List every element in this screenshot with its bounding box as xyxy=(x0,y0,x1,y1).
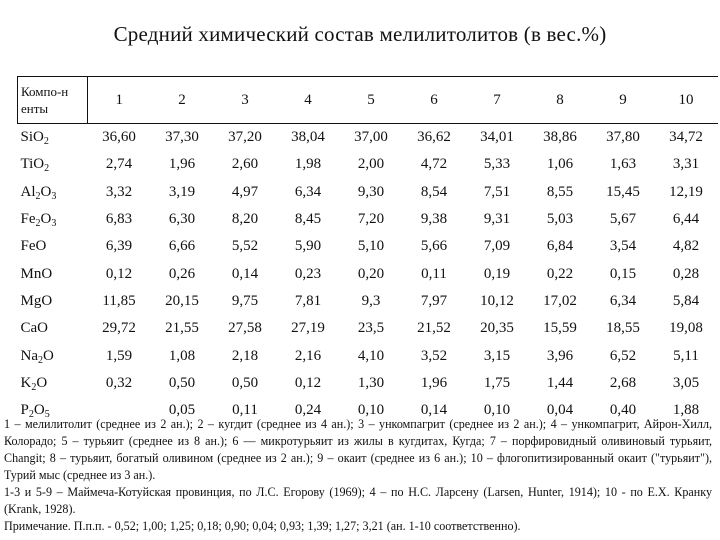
value-cell: 1,44 xyxy=(546,374,574,391)
column-header-9: 9 xyxy=(619,91,627,108)
value-cell: 0,24 xyxy=(294,402,322,419)
page-title: Средний химический состав мелилитолитов (в вес.%) xyxy=(113,22,607,46)
value-cell: 6,34 xyxy=(294,183,322,200)
oxide-label xyxy=(18,233,88,260)
value-cell: 29,72 xyxy=(102,320,136,337)
value-cell: 5,52 xyxy=(231,238,259,255)
oxide-symbol: SiO xyxy=(20,129,44,146)
oxide-subscript: 2 xyxy=(43,136,49,148)
value-cell: 27,19 xyxy=(291,320,325,337)
value-cell: 37,80 xyxy=(606,129,640,146)
table-row xyxy=(18,370,718,397)
value-cell: 3,19 xyxy=(168,183,196,200)
value-cell: 0,23 xyxy=(294,265,322,282)
value-cell: 10,12 xyxy=(480,292,514,309)
value-cell: 7,20 xyxy=(357,211,385,228)
value-cell: 0,28 xyxy=(672,265,700,282)
value-cell: 2,68 xyxy=(609,374,637,391)
oxide-subscript: 2 xyxy=(44,163,50,175)
value-cell: 5,11 xyxy=(673,347,699,364)
table-body xyxy=(18,124,718,425)
value-cell: 0,20 xyxy=(357,265,385,282)
value-cell: 34,72 xyxy=(669,129,703,146)
value-cell: 2,74 xyxy=(105,156,133,173)
value-cell: 37,30 xyxy=(165,129,199,146)
value-cell: 7,51 xyxy=(483,183,511,200)
value-cell: 37,20 xyxy=(228,129,262,146)
value-cell: 1,63 xyxy=(609,156,637,173)
value-cell: 27,58 xyxy=(228,320,262,337)
value-cell: 6,39 xyxy=(105,238,133,255)
value-cell: 1,96 xyxy=(420,374,448,391)
oxide-symbol: O xyxy=(40,211,52,228)
value-cell: 1,96 xyxy=(168,156,196,173)
value-cell: 12,19 xyxy=(669,183,703,200)
value-cell: 0,05 xyxy=(168,402,196,419)
value-cell: 20,15 xyxy=(165,292,199,309)
value-cell: 6,44 xyxy=(672,211,700,228)
oxide-label xyxy=(18,370,88,397)
value-cell: 36,62 xyxy=(417,129,451,146)
table-row xyxy=(18,315,718,342)
oxide-symbol: O xyxy=(40,183,52,200)
table-row xyxy=(18,260,718,287)
value-cell: 23,5 xyxy=(357,320,385,337)
oxide-symbol: FeO xyxy=(20,238,47,255)
value-cell: 2,18 xyxy=(231,347,259,364)
column-header-2: 2 xyxy=(178,91,186,108)
footnotes xyxy=(4,416,712,535)
value-cell: 21,52 xyxy=(417,320,451,337)
value-cell: 0,26 xyxy=(168,265,196,282)
oxide-label xyxy=(18,315,88,342)
value-cell: 0,22 xyxy=(546,265,574,282)
column-header-5: 5 xyxy=(367,91,375,108)
oxide-symbol: Na xyxy=(20,347,38,364)
value-cell: 0,32 xyxy=(105,374,133,391)
value-cell: 37,00 xyxy=(354,129,388,146)
value-cell: 5,03 xyxy=(546,211,574,228)
value-cell: 36,60 xyxy=(102,129,136,146)
value-cell: 5,66 xyxy=(420,238,448,255)
value-cell: 1,59 xyxy=(105,347,133,364)
table-row xyxy=(18,124,718,152)
value-cell: 6,52 xyxy=(609,347,637,364)
value-cell: 1,06 xyxy=(546,156,574,173)
table-header-row xyxy=(18,77,718,124)
value-cell: 0,40 xyxy=(609,402,637,419)
column-header-8: 8 xyxy=(556,91,564,108)
value-cell: 0,11 xyxy=(421,265,447,282)
oxide-symbol: K xyxy=(20,374,32,391)
value-cell: 4,82 xyxy=(672,238,700,255)
value-cell: 0,50 xyxy=(168,374,196,391)
value-cell: 7,81 xyxy=(294,292,322,309)
value-cell: 38,86 xyxy=(543,129,577,146)
value-cell: 11,85 xyxy=(102,292,136,309)
oxide-subscript: 2 xyxy=(31,381,37,393)
value-cell: 3,32 xyxy=(105,183,133,200)
oxide-label xyxy=(18,179,88,206)
oxide-label xyxy=(18,342,88,369)
column-header-10: 10 xyxy=(678,91,694,108)
value-cell: 0,10 xyxy=(483,402,511,419)
value-cell: 7,09 xyxy=(483,238,511,255)
value-cell: 8,55 xyxy=(546,183,574,200)
component-column-header: Компо-н енты xyxy=(18,77,88,124)
oxide-subscript: 3 xyxy=(51,218,57,230)
value-cell: 3,15 xyxy=(483,347,511,364)
value-cell: 9,38 xyxy=(420,211,448,228)
oxide-subscript: 2 xyxy=(28,409,34,421)
value-cell: 0,11 xyxy=(232,402,258,419)
value-cell: 2,16 xyxy=(294,347,322,364)
oxide-symbol: MgO xyxy=(20,292,53,309)
value-cell: 0,14 xyxy=(420,402,448,419)
value-cell: 21,55 xyxy=(165,320,199,337)
value-cell: 0,19 xyxy=(483,265,511,282)
oxide-subscript: 3 xyxy=(51,190,57,202)
value-cell: 3,52 xyxy=(420,347,448,364)
value-cell: 8,45 xyxy=(294,211,322,228)
value-cell: 17,02 xyxy=(543,292,577,309)
table-row xyxy=(18,151,718,178)
value-cell: 0,12 xyxy=(294,374,322,391)
value-cell: 34,01 xyxy=(480,129,514,146)
oxide-subscript: 2 xyxy=(35,190,41,202)
value-cell: 15,59 xyxy=(543,320,577,337)
value-cell: 0,15 xyxy=(609,265,637,282)
value-cell: 2,00 xyxy=(357,156,385,173)
value-cell: 15,45 xyxy=(606,183,640,200)
value-cell: 5,84 xyxy=(672,292,700,309)
oxide-label xyxy=(18,151,88,178)
column-header-1: 1 xyxy=(115,91,123,108)
oxide-label xyxy=(18,124,88,152)
value-cell: 8,20 xyxy=(231,211,259,228)
table-row xyxy=(18,288,718,315)
table-row xyxy=(18,179,718,206)
value-cell: 0,50 xyxy=(231,374,259,391)
oxide-symbol: O xyxy=(33,402,45,419)
value-cell: 1,30 xyxy=(357,374,385,391)
table-row xyxy=(18,206,718,233)
value-cell: 1,75 xyxy=(483,374,511,391)
value-cell: 6,34 xyxy=(609,292,637,309)
column-header-6: 6 xyxy=(430,91,438,108)
value-cell: 0,12 xyxy=(105,265,133,282)
oxide-symbol: MnO xyxy=(20,265,53,282)
composition-table xyxy=(17,76,718,424)
oxide-subscript: 5 xyxy=(44,409,50,421)
value-cell: 6,83 xyxy=(105,211,133,228)
value-cell: 4,10 xyxy=(357,347,385,364)
value-cell: 19,08 xyxy=(669,320,703,337)
value-cell: 6,84 xyxy=(546,238,574,255)
column-header-7: 7 xyxy=(493,91,501,108)
value-cell: 20,35 xyxy=(480,320,514,337)
value-cell: 0,10 xyxy=(357,402,385,419)
oxide-label xyxy=(18,260,88,287)
footnote-sources: 1-3 и 5-9 – Маймеча-Котуйская провинция, по Л.С. Егорову (1969); 4 – по Н.С. Ларсену (Larsen, Hunter, 1914); 10 - по Е.Х. Кранку (Krank, 1928). xyxy=(4,485,712,516)
value-cell: 7,97 xyxy=(420,292,448,309)
value-cell: 6,30 xyxy=(168,211,196,228)
oxide-label xyxy=(18,206,88,233)
oxide-symbol: O xyxy=(36,374,48,391)
column-header-4: 4 xyxy=(304,91,312,108)
oxide-symbol: TiO xyxy=(20,156,45,173)
value-cell: 9,30 xyxy=(357,183,385,200)
value-cell: 5,90 xyxy=(294,238,322,255)
footnote-remark: Примечание. П.п.п. - 0,52; 1,00; 1,25; 0,18; 0,90; 0,04; 0,93; 1,39; 1,27; 3,21 (ан. 1-10 соответственно). xyxy=(4,519,521,533)
value-cell: 1,98 xyxy=(294,156,322,173)
value-cell: 8,54 xyxy=(420,183,448,200)
value-cell: 0,04 xyxy=(546,402,574,419)
oxide-symbol: CaO xyxy=(20,320,48,337)
oxide-symbol: P xyxy=(20,402,29,419)
value-cell: 5,10 xyxy=(357,238,385,255)
oxide-label xyxy=(18,288,88,315)
table-row xyxy=(18,342,718,369)
oxide-symbol: O xyxy=(43,347,54,364)
oxide-subscript: 2 xyxy=(38,354,43,366)
value-cell: 3,54 xyxy=(609,238,637,255)
composition-table-container xyxy=(17,76,717,424)
value-cell: 4,72 xyxy=(420,156,448,173)
value-cell: 0,14 xyxy=(231,265,259,282)
value-cell: 6,66 xyxy=(168,238,196,255)
value-cell: 5,33 xyxy=(483,156,511,173)
value-cell: 9,3 xyxy=(361,292,381,309)
value-cell: 4,97 xyxy=(231,183,259,200)
value-cell: 5,67 xyxy=(609,211,637,228)
value-cell: 2,60 xyxy=(231,156,259,173)
column-header-3: 3 xyxy=(241,91,249,108)
value-cell: 3,31 xyxy=(672,156,700,173)
value-cell: 38,04 xyxy=(291,129,325,146)
oxide-symbol: Fe xyxy=(20,211,36,228)
oxide-symbol: Al xyxy=(20,183,36,200)
value-cell: 18,55 xyxy=(606,320,640,337)
oxide-subscript: 2 xyxy=(35,218,41,230)
value-cell: 1,08 xyxy=(168,347,196,364)
value-cell: 1,88 xyxy=(672,402,700,419)
value-cell: 9,31 xyxy=(483,211,511,228)
value-cell: 9,75 xyxy=(231,292,259,309)
value-cell: 3,05 xyxy=(672,374,700,391)
table-row xyxy=(18,233,718,260)
footnote-sample-legend: 1 – мелилитолит (среднее из 2 ан.); 2 – кугдит (среднее из 4 ан.); 3 – ункомпагрит (среднее из 2 ан.); 4 – ункомпагрит, Айрон-Хилл, Колорадо; 5 – турьяит (среднее из 8 ан.); 6 — микротурьяит из жилы в кугдитах, Кугда; 7 – порфировидный оливиновый турьяит, Changit; 8 – турьяит, богатый оливином (среднее из 2 ан.); 9 – окаит (среднее из 6 ан.); 10 – флогопитизированный окаит ("турьяит"), Турий мыс (среднее из 3 ан.). xyxy=(4,417,712,482)
value-cell: 3,96 xyxy=(546,347,574,364)
